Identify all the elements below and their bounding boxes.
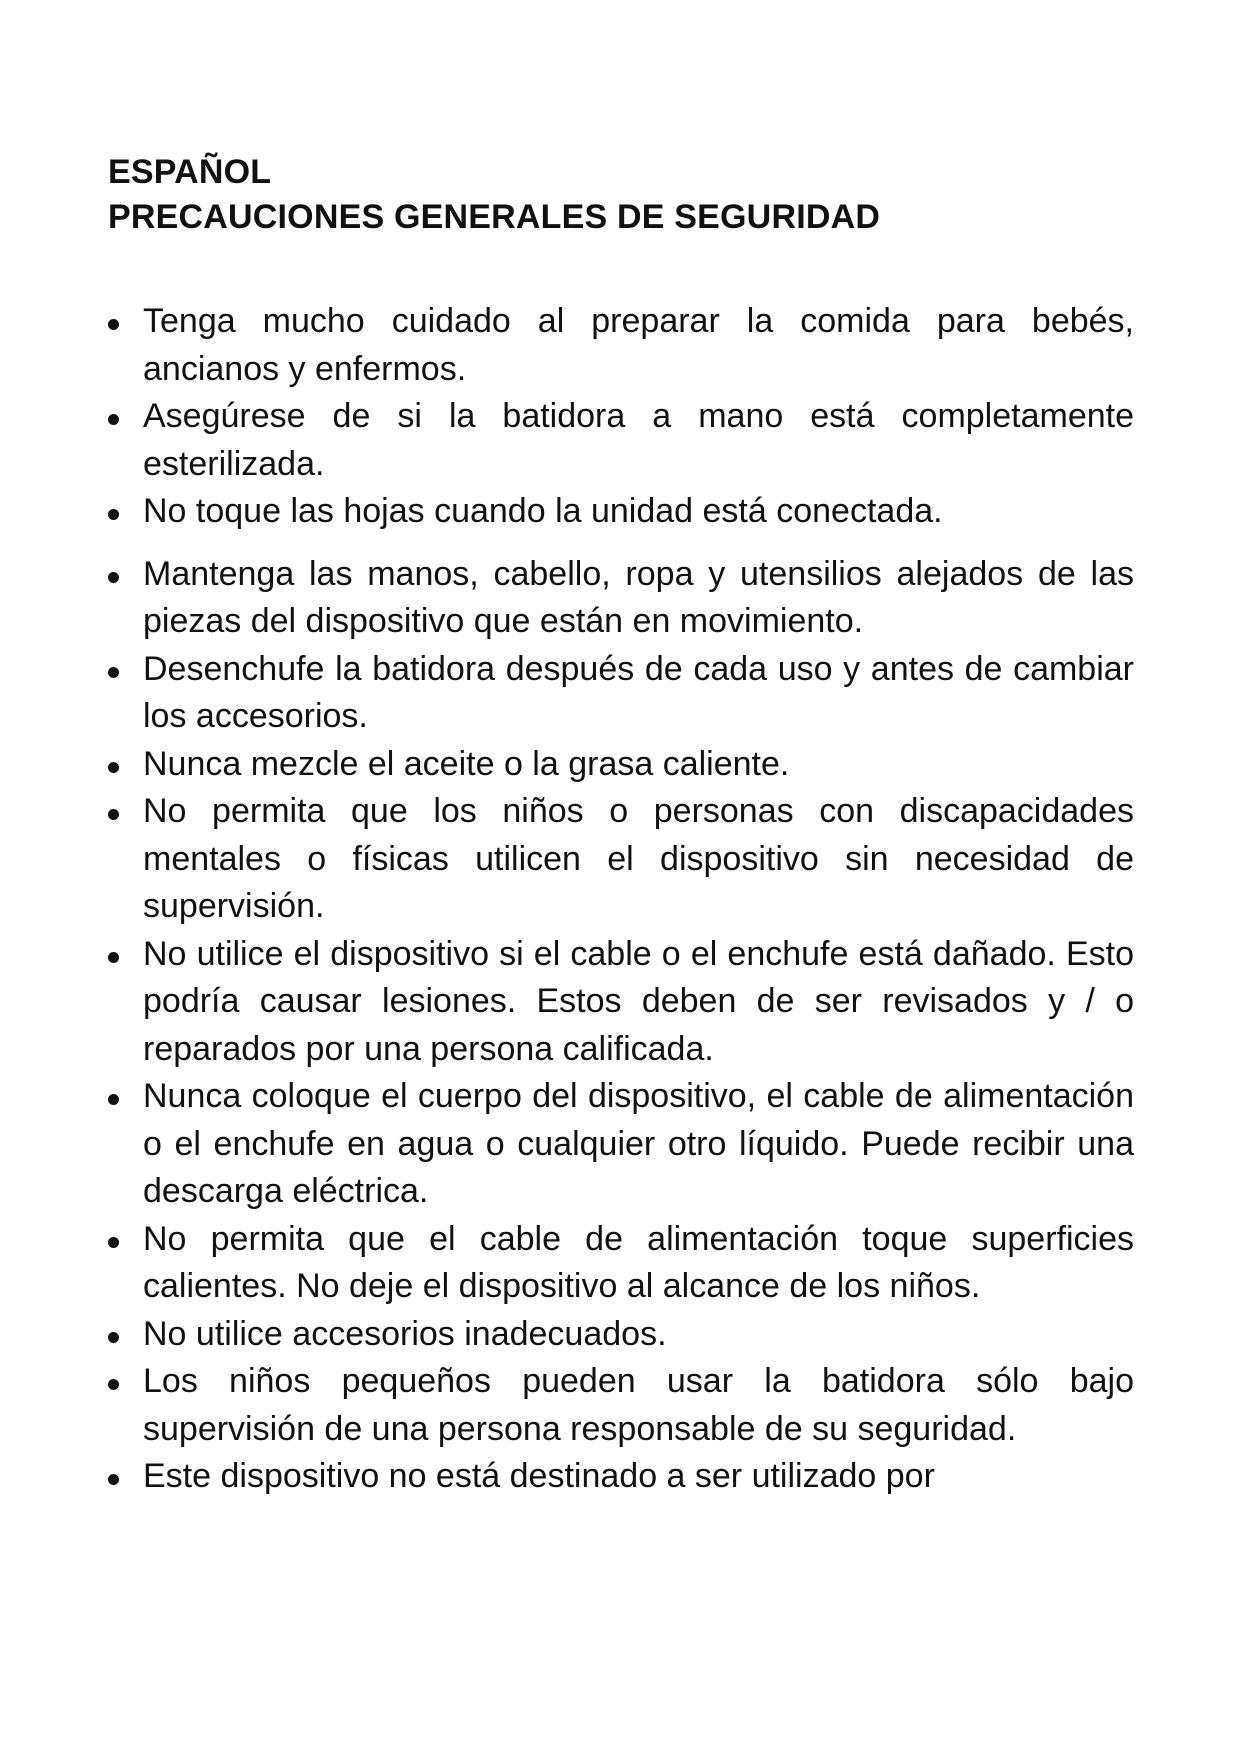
bullet-icon [108,319,119,330]
list-item-text: No permita que el cable de alimentación toque superficies calientes. No deje el dispositivo al alcance de los niños. [143,1219,1134,1305]
list-item [108,741,1134,789]
list-item [108,298,1134,393]
bullet-icon [108,572,119,583]
list-item [108,1453,1134,1501]
language-heading: ESPAÑOL [108,153,272,191]
list-item-text: No permita que los niños o personas con discapacidades mentales o físicas utilicen el dispositivo sin necesidad de supervisión. [143,792,1134,925]
bullet-icon [108,1237,119,1248]
list-item-text: No utilice el dispositivo si el cable o el enchufe está dañado. Esto podría causar lesiones. Estos deben de ser revisados y / o reparados por una persona calificada. [143,934,1134,1068]
list-item-text: Desenchufe la batidora después de cada uso y antes de cambiar los accesorios. [143,649,1134,735]
list-item [108,393,1134,488]
safety-precautions-list [108,298,1134,1501]
list-item-text: Este dispositivo no está destinado a ser utilizado por [143,1457,935,1495]
bullet-icon [108,509,119,520]
section-title: PRECAUCIONES GENERALES DE SEGURIDAD [108,198,881,236]
bullet-icon [108,667,119,678]
list-item [108,488,1134,536]
list-item-text: Nunca coloque el cuerpo del dispositivo, el cable de alimentación o el enchufe en agua o cualquier otro líquido. Puede recibir una descarga eléctrica. [143,1077,1134,1210]
list-item [108,1073,1134,1216]
list-item-text: Asegúrese de si la batidora a mano está completamente esterilizada. [143,397,1134,483]
list-item [108,931,1134,1074]
manual-page [108,150,1134,1495]
list-item [108,1216,1134,1311]
list-item [108,1358,1134,1453]
bullet-icon [108,762,119,773]
list-item-text: Nunca mezcle el aceite o la grasa caliente. [143,744,790,783]
list-item [108,1311,1134,1359]
list-item-text: No toque las hojas cuando la unidad está conectada. [143,492,943,530]
bullet-icon [108,1332,119,1343]
bullet-icon [108,1379,119,1390]
bullet-icon [108,952,119,963]
list-item-text: No utilice accesorios inadecuados. [143,1314,667,1353]
list-item [108,788,1134,931]
list-item-text: Tenga mucho cuidado al preparar la comida para bebés, ancianos y enfermos. [143,302,1134,388]
list-item-text: Mantenga las manos, cabello, ropa y utensilios alejados de las piezas del dispositivo que están en movimiento. [143,554,1134,640]
bullet-icon [108,1474,119,1485]
list-item [108,646,1134,741]
bullet-icon [108,809,119,820]
bullet-icon [108,1094,119,1105]
bullet-icon [108,414,119,425]
list-item-text: Los niños pequeños pueden usar la batidora sólo bajo supervisión de una persona responsable de su seguridad. [143,1362,1134,1448]
list-item [108,551,1134,646]
